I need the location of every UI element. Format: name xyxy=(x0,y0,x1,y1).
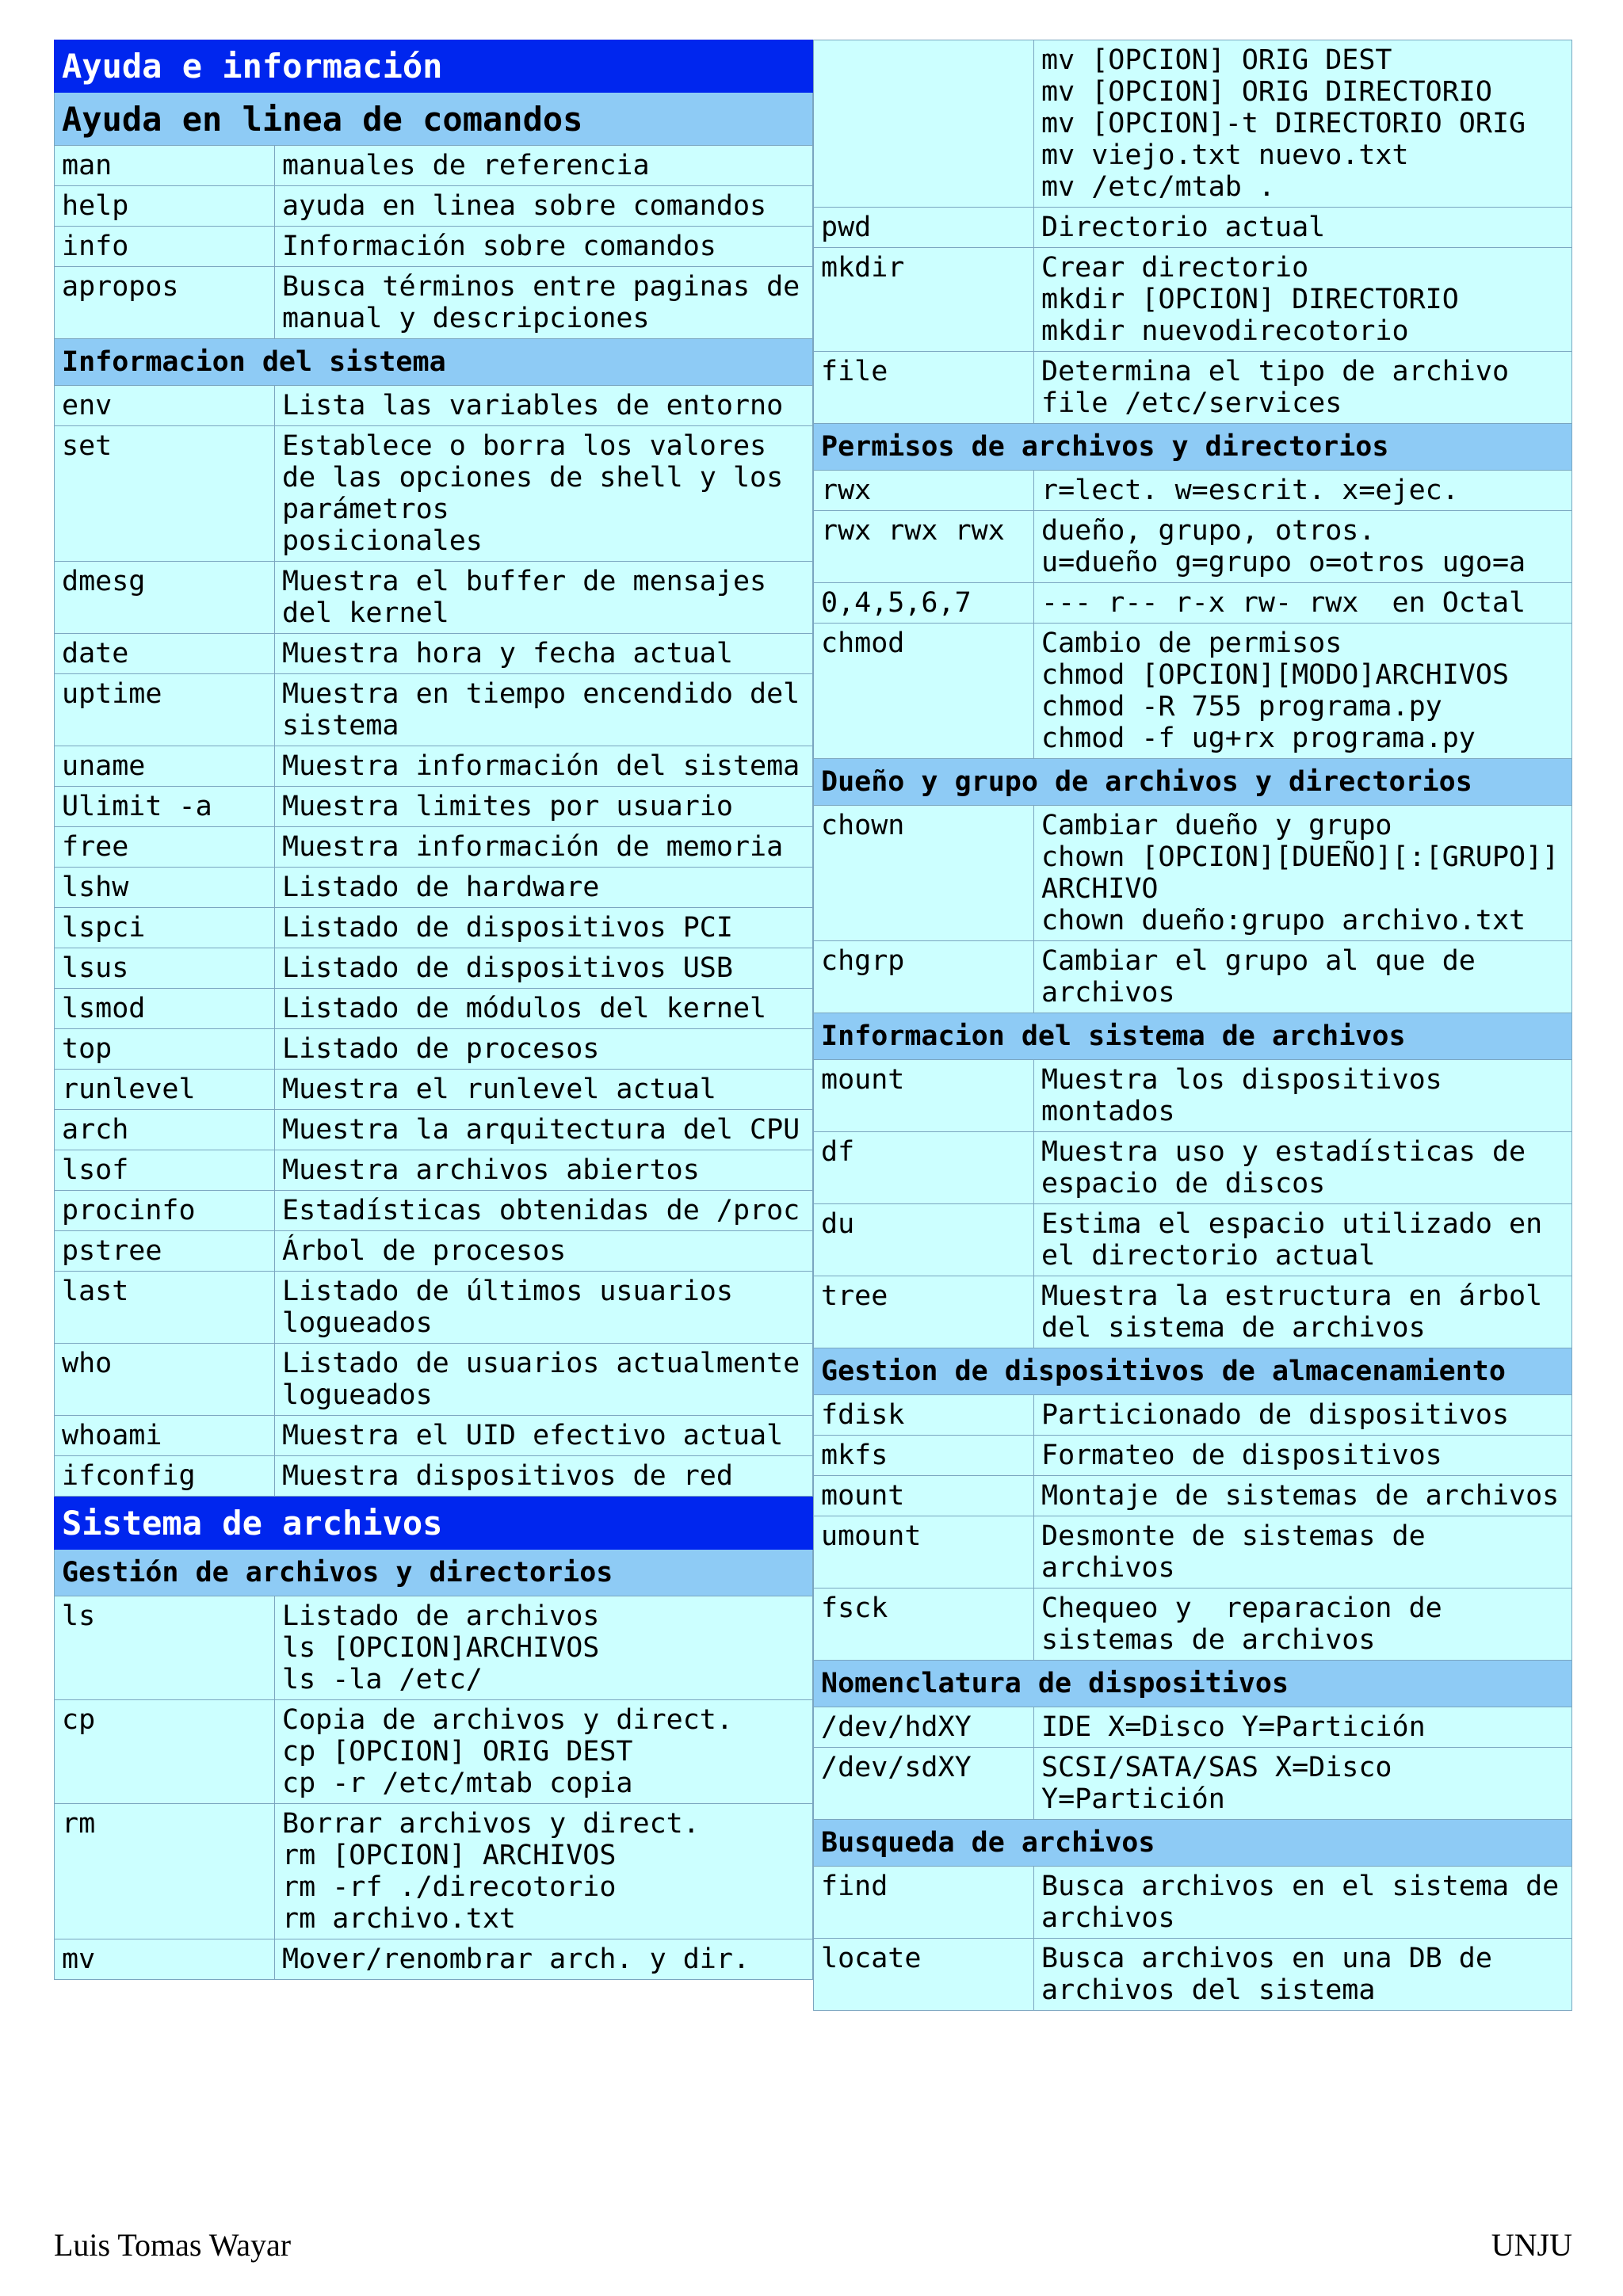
command-row-top xyxy=(54,1029,813,1070)
command-name: umount xyxy=(814,1516,1034,1588)
command-name: lshw xyxy=(55,868,275,907)
command-name: lsof xyxy=(55,1150,275,1190)
command-row-pstree xyxy=(54,1231,813,1272)
command-name: chmod xyxy=(814,624,1034,758)
command-name: dmesg xyxy=(55,562,275,633)
command-name: mkdir xyxy=(814,248,1034,351)
command-row-apropos xyxy=(54,267,813,339)
section-header-gestion-de-archivos-y-directorios: Gestión de archivos y directorios xyxy=(54,1550,813,1596)
command-description: Establece o borra los valores de las opciones de shell y los parámetros posicionales xyxy=(282,430,784,557)
command-name: runlevel xyxy=(55,1070,275,1109)
command-row-set xyxy=(54,426,813,562)
command-name: set xyxy=(55,426,275,561)
command-name: mv xyxy=(55,1939,275,1979)
command-name: du xyxy=(814,1204,1034,1276)
command-row-lsof xyxy=(54,1150,813,1191)
command-description: Borrar archivos y direct. rm [OPCION] ARCHIVOS rm -rf ./direcotorio rm archivo.txt xyxy=(282,1808,700,1935)
command-name: chown xyxy=(814,806,1034,940)
left-column xyxy=(54,40,813,1980)
command-row-free xyxy=(54,827,813,868)
command-description: SCSI/SATA/SAS X=Disco Y=Partición xyxy=(1041,1752,1392,1815)
command-row-mv xyxy=(54,1939,813,1980)
command-row-ifconfig xyxy=(54,1456,813,1497)
footer-institution: UNJU xyxy=(1491,2227,1572,2263)
command-description: Listado de últimos usuarios logueados xyxy=(282,1276,733,1339)
command-description: Información sobre comandos xyxy=(282,231,716,262)
section-title-ayuda-e-informacion: Ayuda e información xyxy=(54,40,813,93)
command-name: file xyxy=(814,352,1034,423)
command-description: Muestra el buffer de mensajes del kernel xyxy=(282,566,767,629)
command-row-fdisk xyxy=(813,1395,1572,1436)
command-description: Listado de procesos xyxy=(282,1033,600,1065)
command-name: ifconfig xyxy=(55,1456,275,1496)
command-description: Mover/renombrar arch. y dir. xyxy=(282,1943,750,1975)
command-description: Muestra información del sistema xyxy=(282,750,800,782)
command-row-man xyxy=(54,146,813,186)
section-header-informacion-del-sistema: Informacion del sistema xyxy=(54,339,813,386)
command-name: env xyxy=(55,386,275,425)
command-description: Lista las variables de entorno xyxy=(282,390,784,421)
command-description: dueño, grupo, otros. u=dueño g=grupo o=otros ugo=a xyxy=(1041,515,1526,578)
command-description: IDE X=Disco Y=Partición xyxy=(1041,1711,1426,1743)
section-header-gestion-de-dispositivos-de-almacenamiento: Gestion de dispositivos de almacenamiento xyxy=(813,1348,1572,1395)
command-row-lsus xyxy=(54,948,813,989)
command-row-chgrp xyxy=(813,941,1572,1013)
command-row-file xyxy=(813,352,1572,424)
command-description: Muestra los dispositivos montados xyxy=(1041,1064,1442,1127)
command-row-dev-sdxy xyxy=(813,1748,1572,1820)
command-description: Busca términos entre paginas de manual y descripciones xyxy=(282,271,800,334)
command-row-date xyxy=(54,634,813,674)
command-name: pwd xyxy=(814,208,1034,247)
command-row-info xyxy=(54,227,813,267)
command-row-mkfs xyxy=(813,1436,1572,1476)
command-name: free xyxy=(55,827,275,867)
section-header-nomenclatura-de-dispositivos: Nomenclatura de dispositivos xyxy=(813,1661,1572,1707)
command-description: Chequeo y reparacion de sistemas de archivos xyxy=(1041,1592,1442,1656)
command-row-chmod xyxy=(813,624,1572,759)
command-description: Listado de hardware xyxy=(282,871,600,903)
command-name: fsck xyxy=(814,1589,1034,1660)
command-name: uname xyxy=(55,746,275,786)
command-name: mount xyxy=(814,1060,1034,1131)
command-row-whoami xyxy=(54,1416,813,1456)
command-description: Busca archivos en una DB de archivos del sistema xyxy=(1041,1943,1492,2006)
command-name: fdisk xyxy=(814,1395,1034,1435)
command-name: top xyxy=(55,1029,275,1069)
command-row-du xyxy=(813,1204,1572,1276)
command-row-mount xyxy=(813,1476,1572,1516)
command-name: rm xyxy=(55,1804,275,1939)
command-description: Cambiar el grupo al que de archivos xyxy=(1041,945,1476,1009)
command-name: chgrp xyxy=(814,941,1034,1013)
command-row-rm xyxy=(54,1804,813,1939)
command-name: ls xyxy=(55,1596,275,1699)
command-description: Cambio de permisos chmod [OPCION][MODO]ARCHIVOS chmod -R 755 programa.py chmod -f ug+rx programa.py xyxy=(1041,627,1510,754)
section-header-permisos-de-archivos-y-directorios: Permisos de archivos y directorios xyxy=(813,424,1572,471)
command-name: 0,4,5,6,7 xyxy=(814,583,1034,623)
command-description: Estadísticas obtenidas de /proc xyxy=(282,1195,800,1226)
section-header-dueno-y-grupo-de-archivos-y-directorios: Dueño y grupo de archivos y directorios xyxy=(813,759,1572,806)
command-description: Muestra hora y fecha actual xyxy=(282,638,733,669)
command-description: Muestra limites por usuario xyxy=(282,791,733,822)
command-row-rwx-rwx-rwx xyxy=(813,511,1572,583)
command-name: arch xyxy=(55,1110,275,1150)
command-row xyxy=(813,40,1572,208)
command-description: Árbol de procesos xyxy=(282,1235,567,1267)
section-title-sistema-de-archivos: Sistema de archivos xyxy=(54,1497,813,1550)
command-row-lshw xyxy=(54,868,813,908)
section-header-informacion-del-sistema-de-archivos: Informacion del sistema de archivos xyxy=(813,1013,1572,1060)
command-name: date xyxy=(55,634,275,673)
command-row-uptime xyxy=(54,674,813,746)
command-name: rwx xyxy=(814,471,1034,510)
command-row-find xyxy=(813,1867,1572,1939)
command-description: Muestra información de memoria xyxy=(282,831,784,863)
command-row-procinfo xyxy=(54,1191,813,1231)
command-description: Muestra uso y estadísticas de espacio de discos xyxy=(1041,1136,1526,1199)
command-row-tree xyxy=(813,1276,1572,1348)
subsection-title-ayuda-en-linea-de-comandos: Ayuda en linea de comandos xyxy=(54,93,813,146)
command-description: Listado de módulos del kernel xyxy=(282,993,767,1024)
command-name: find xyxy=(814,1867,1034,1938)
command-description: Muestra en tiempo encendido del sistema xyxy=(282,678,800,742)
command-description: Particionado de dispositivos xyxy=(1041,1399,1510,1431)
command-name: mount xyxy=(814,1476,1034,1516)
section-header-busqueda-de-archivos: Busqueda de archivos xyxy=(813,1820,1572,1867)
footer-author: Luis Tomas Wayar xyxy=(54,2227,292,2263)
command-description: Listado de usuarios actualmente logueados xyxy=(282,1348,800,1411)
command-row-locate xyxy=(813,1939,1572,2011)
command-name: uptime xyxy=(55,674,275,746)
command-description: mv [OPCION] ORIG DEST mv [OPCION] ORIG DIRECTORIO mv [OPCION]-t DIRECTORIO ORIG mv viejo.txt nuevo.txt mv /etc/mtab . xyxy=(1041,44,1526,203)
command-row-help xyxy=(54,186,813,227)
command-name: locate xyxy=(814,1939,1034,2010)
command-row-df xyxy=(813,1132,1572,1204)
command-name: info xyxy=(55,227,275,266)
command-row-umount xyxy=(813,1516,1572,1589)
command-description: Muestra el UID efectivo actual xyxy=(282,1420,784,1451)
command-row-last xyxy=(54,1272,813,1344)
command-description: manuales de referencia xyxy=(282,150,650,181)
command-row-rwx xyxy=(813,471,1572,511)
command-description: Muestra la arquitectura del CPU xyxy=(282,1114,800,1146)
command-name: who xyxy=(55,1344,275,1415)
command-row-mkdir xyxy=(813,248,1572,352)
command-row-chown xyxy=(813,806,1572,941)
command-description: Determina el tipo de archivo file /etc/services xyxy=(1041,356,1510,419)
command-name: mkfs xyxy=(814,1436,1034,1475)
command-name xyxy=(814,40,1034,207)
command-name: tree xyxy=(814,1276,1034,1348)
command-description: Muestra la estructura en árbol del sistema de archivos xyxy=(1041,1280,1543,1344)
command-row-lspci xyxy=(54,908,813,948)
command-row-arch xyxy=(54,1110,813,1150)
command-row-0-4-5-6-7 xyxy=(813,583,1572,624)
command-name: Ulimit -a xyxy=(55,787,275,826)
command-description: Listado de archivos ls [OPCION]ARCHIVOS ls -la /etc/ xyxy=(282,1600,600,1695)
command-name: /dev/hdXY xyxy=(814,1707,1034,1747)
command-description: Muestra dispositivos de red xyxy=(282,1460,733,1492)
command-description: ayuda en linea sobre comandos xyxy=(282,190,767,222)
command-description: Listado de dispositivos USB xyxy=(282,952,733,984)
command-description: Listado de dispositivos PCI xyxy=(282,912,733,944)
command-row-pwd xyxy=(813,208,1572,248)
command-description: Muestra el runlevel actual xyxy=(282,1074,716,1105)
command-row-ls xyxy=(54,1596,813,1700)
command-name: apropos xyxy=(55,267,275,338)
command-description: Copia de archivos y direct. cp [OPCION] ORIG DEST cp -r /etc/mtab copia xyxy=(282,1704,733,1799)
right-column xyxy=(813,40,1572,2011)
command-name: /dev/sdXY xyxy=(814,1748,1034,1819)
command-name: whoami xyxy=(55,1416,275,1455)
command-row-env xyxy=(54,386,813,426)
command-description: Desmonte de sistemas de archivos xyxy=(1041,1520,1426,1584)
command-name: man xyxy=(55,146,275,185)
command-name: cp xyxy=(55,1700,275,1803)
command-description: Cambiar dueño y grupo chown [OPCION][DUEÑO][:[GRUPO]] ARCHIVO chown dueño:grupo archivo.txt xyxy=(1041,810,1560,936)
command-description: r=lect. w=escrit. x=ejec. xyxy=(1041,475,1459,506)
command-description: Formateo de dispositivos xyxy=(1041,1440,1442,1471)
command-description: Busca archivos en el sistema de archivos xyxy=(1041,1871,1560,1934)
command-row-dev-hdxy xyxy=(813,1707,1572,1748)
command-name: lspci xyxy=(55,908,275,948)
command-description: Muestra archivos abiertos xyxy=(282,1154,700,1186)
command-row-dmesg xyxy=(54,562,813,634)
command-row-ulimit-a xyxy=(54,787,813,827)
command-description: Directorio actual xyxy=(1041,212,1326,243)
command-row-cp xyxy=(54,1700,813,1804)
command-description: Crear directorio mkdir [OPCION] DIRECTORIO mkdir nuevodirecotorio xyxy=(1041,252,1459,347)
command-description: --- r-- r-x rw- rwx en Octal xyxy=(1041,587,1526,619)
command-description: Estima el espacio utilizado en el directorio actual xyxy=(1041,1208,1543,1272)
command-name: last xyxy=(55,1272,275,1343)
command-name: help xyxy=(55,186,275,226)
command-name: lsmod xyxy=(55,989,275,1028)
command-name: pstree xyxy=(55,1231,275,1271)
command-description: Montaje de sistemas de archivos xyxy=(1041,1480,1560,1512)
command-row-lsmod xyxy=(54,989,813,1029)
command-row-mount xyxy=(813,1060,1572,1132)
command-row-uname xyxy=(54,746,813,787)
command-row-fsck xyxy=(813,1589,1572,1661)
command-name: df xyxy=(814,1132,1034,1203)
command-name: lsus xyxy=(55,948,275,988)
command-name: rwx rwx rwx xyxy=(814,511,1034,582)
command-row-who xyxy=(54,1344,813,1416)
command-row-runlevel xyxy=(54,1070,813,1110)
command-name: procinfo xyxy=(55,1191,275,1230)
